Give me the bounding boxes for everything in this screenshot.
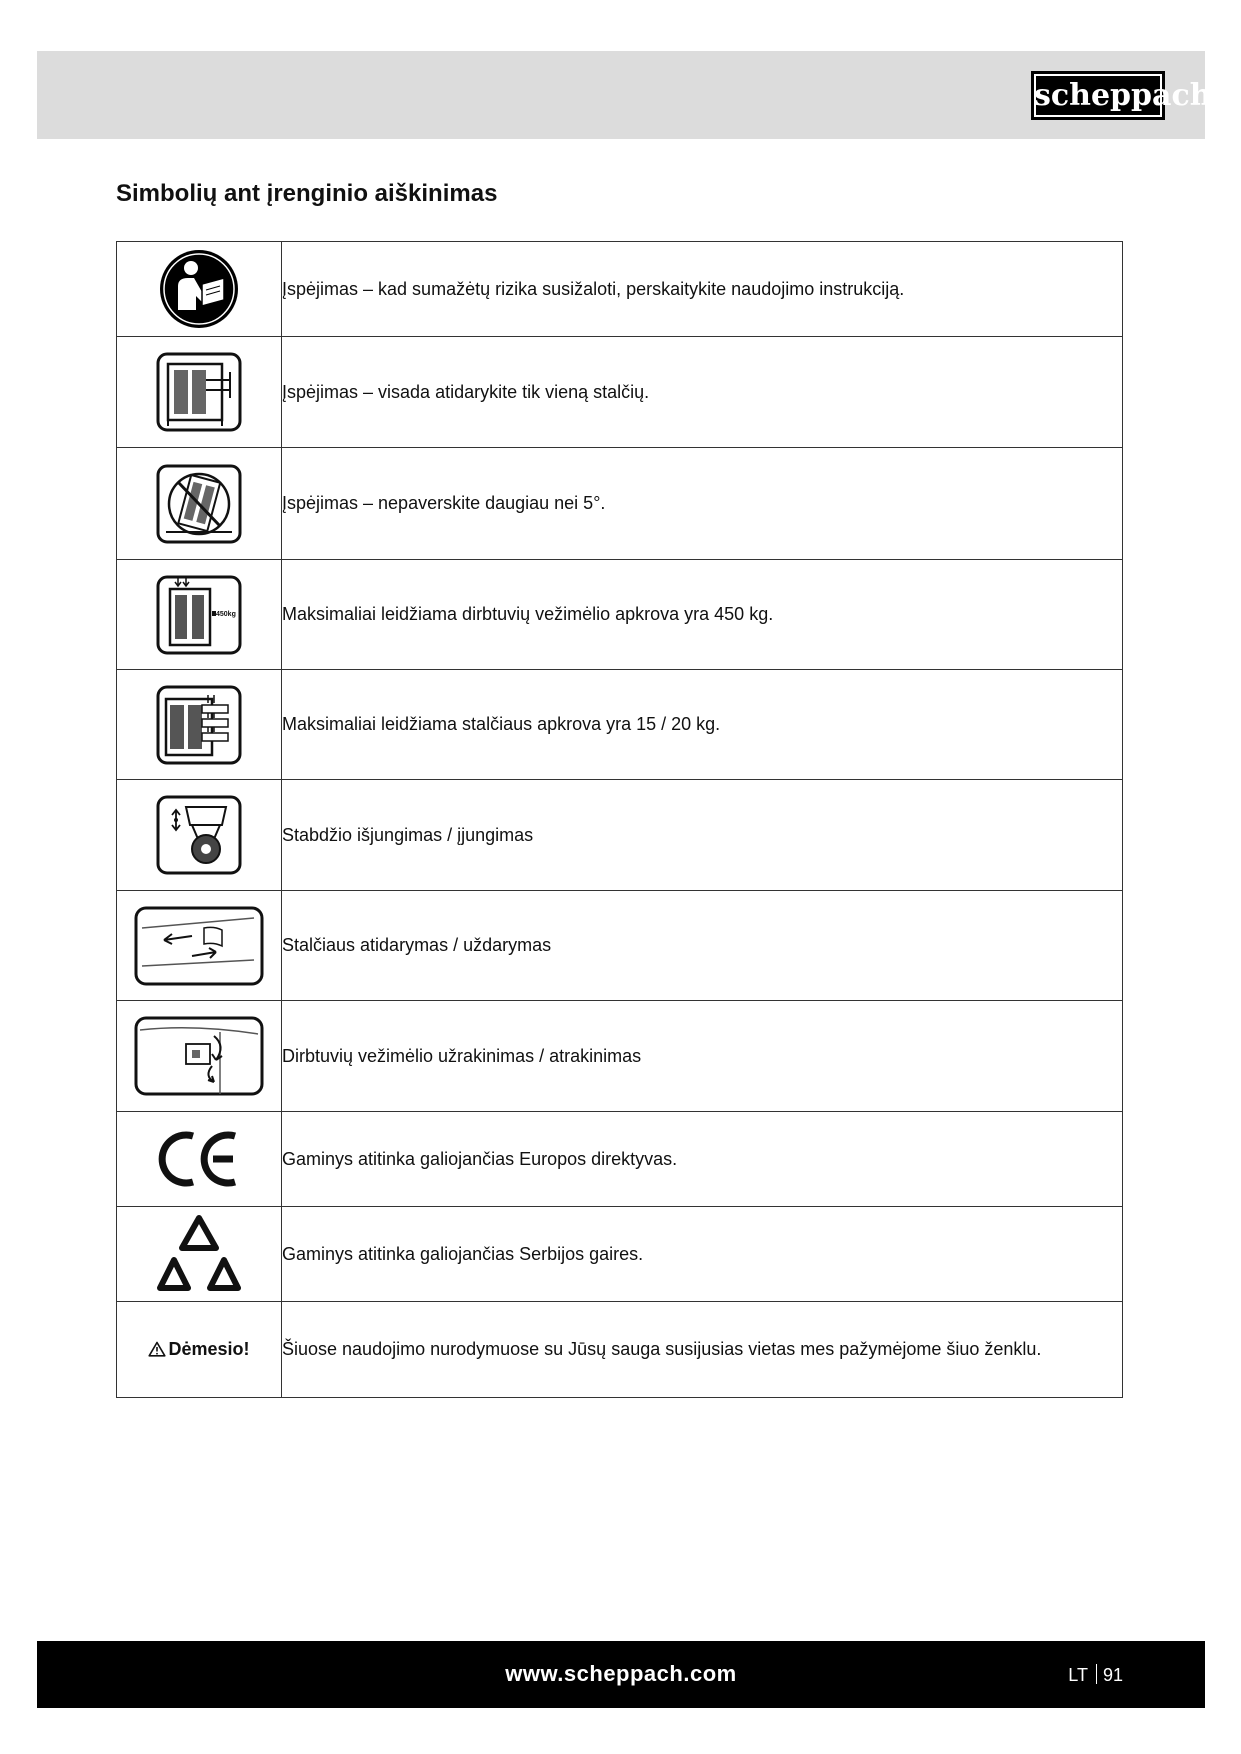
footer-separator (1096, 1664, 1097, 1684)
symbol-description: Įspėjimas – kad sumažėtų rizika susižaloti, perskaitykite naudojimo instrukciją. (282, 242, 1123, 337)
symbol-icon-cell (117, 780, 282, 891)
lock-unlock-icon (134, 1016, 264, 1096)
footer-page-indicator (1068, 1664, 1123, 1686)
symbol-icon-cell (117, 891, 282, 1001)
one-drawer-icon (156, 352, 242, 432)
no-tilt-icon (156, 464, 242, 544)
symbol-description: Gaminys atitinka galiojančias Europos direktyvas. (282, 1112, 1123, 1207)
symbol-icon-cell (117, 242, 282, 337)
footer-language: LT (1068, 1665, 1088, 1685)
symbol-row (117, 337, 1123, 448)
symbol-row (117, 448, 1123, 560)
symbol-description: Maksimaliai leidžiama dirbtuvių vežimėlio apkrova yra 450 kg. (282, 560, 1123, 670)
warning-triangle-icon (148, 1341, 166, 1357)
symbol-description: Įspėjimas – visada atidarykite tik vieną stalčių. (282, 337, 1123, 448)
symbol-description: Gaminys atitinka galiojančias Serbijos gaires. (282, 1207, 1123, 1302)
symbol-row (117, 1302, 1123, 1398)
symbol-icon-cell (117, 1112, 282, 1207)
symbol-row (117, 891, 1123, 1001)
symbol-icon-cell (117, 448, 282, 560)
drawer-open-close-icon (134, 906, 264, 986)
symbol-icon-cell (117, 337, 282, 448)
symbol-description: Stabdžio išjungimas / įjungimas (282, 780, 1123, 891)
footer-website-link[interactable]: www.scheppach.com (505, 1661, 737, 1686)
max-load-drawer-icon (156, 685, 242, 765)
symbols-table (116, 241, 1123, 1398)
symbol-icon-cell (117, 1001, 282, 1112)
symbol-row (117, 670, 1123, 780)
ce-mark-icon (157, 1130, 241, 1188)
symbol-icon-cell (117, 560, 282, 670)
symbol-description: Įspėjimas – nepaverskite daugiau nei 5°. (282, 448, 1123, 560)
symbol-description: Šiuose naudojimo nurodymuose su Jūsų sauga susijusias vietas mes pažymėjome šiuo ženklu. (282, 1302, 1123, 1398)
footer-page-number: 91 (1102, 1665, 1123, 1685)
header-band (37, 51, 1205, 139)
symbol-icon-cell (117, 670, 282, 780)
symbol-row (117, 1112, 1123, 1207)
attention-text: Dėmesio! (168, 1339, 250, 1359)
max-load-cart-icon (156, 575, 242, 655)
symbol-description: Maksimaliai leidžiama stalčiaus apkrova yra 15 / 20 kg. (282, 670, 1123, 780)
symbol-row (117, 1207, 1123, 1302)
symbol-row (117, 242, 1123, 337)
symbol-row (117, 560, 1123, 670)
symbol-row (117, 780, 1123, 891)
attention-label (148, 1339, 249, 1359)
read-manual-icon (158, 248, 240, 330)
footer-band (37, 1641, 1205, 1708)
brand-logo: scheppach (1031, 71, 1165, 120)
max-load-label: 450kg (216, 610, 236, 618)
symbol-row (117, 1001, 1123, 1112)
symbol-icon-cell (117, 1207, 282, 1302)
serbia-conformity-icon (154, 1214, 244, 1294)
symbol-description: Stalčiaus atidarymas / uždarymas (282, 891, 1123, 1001)
symbol-description: Dirbtuvių vežimėlio užrakinimas / atrakinimas (282, 1001, 1123, 1112)
brake-icon (156, 795, 242, 875)
page-title: Simbolių ant įrenginio aiškinimas (116, 180, 498, 207)
symbol-icon-cell (117, 1302, 282, 1398)
